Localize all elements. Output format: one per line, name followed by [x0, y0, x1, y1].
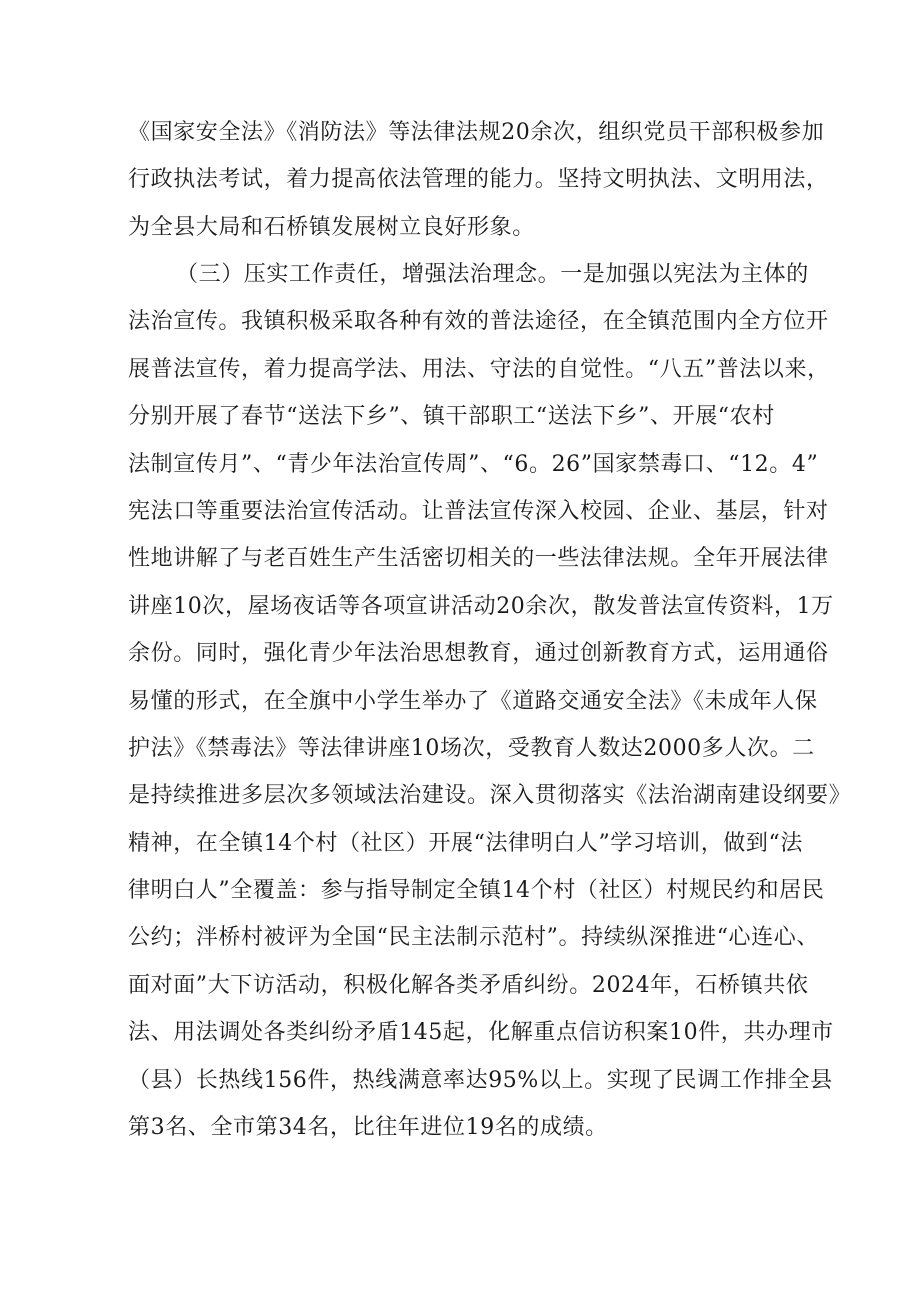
paragraph-line: 讲座10次，屋场夜话等各项宣讲活动20余次，散发普法宣传资料，1万 — [128, 593, 834, 619]
paragraph-line: 护法》《禁毒法》等法律讲座10场次，受教育人数达2000多人次。二 — [128, 735, 815, 761]
paragraph-line: （县）长热线156件，热线满意率达95%以上。实现了民调工作排全县 — [128, 1067, 833, 1093]
paragraph-line: 余份。同时，强化青少年法治思想教育，通过创新教育方式，运用通俗 — [128, 641, 829, 667]
paragraph-line: 法治宣传。我镇积极采取各种有效的普法途径，在全镇范围内全方位开 — [128, 309, 829, 335]
paragraph-line: 法制宣传月”、“青少年法治宣传周”、“6。26”国家禁毒口、“12。4” — [128, 451, 819, 477]
paragraph-line: 法、用法调处各类纠纷矛盾145起，化解重点信访积案10件，共办理市 — [128, 1020, 834, 1046]
paragraph-line: 《国家安全法》《消防法》等法律法规20余次，组织党员干部积极参加 — [128, 120, 825, 145]
paragraph-section-three — [128, 251, 852, 1151]
paragraph-continued — [128, 109, 829, 251]
paragraph-line: 面对面”大下访活动，积极化解各类矛盾纠纷。2024年，石桥镇共依 — [128, 972, 809, 998]
section-heading-line: （三）压实工作责任，增强法治理念。一是加强以宪法为主体的 — [176, 262, 809, 287]
paragraph-line: 分别开展了春节“送法下乡”、镇干部职工“送法下乡”、开展“农村 — [128, 404, 775, 430]
paragraph-line: 第3名、全市第34名，比往年进位19名的成绩。 — [128, 1115, 608, 1141]
paragraph-line: 展普法宣传，着力提高学法、用法、守法的自觉性。“八五”普法以来， — [128, 356, 830, 382]
paragraph-line: 公约；泮桥村被评为全国“民主法制示范村”。持续纵深推进“心连心、 — [128, 925, 819, 951]
paragraph-line: 精神，在全镇14个村（社区）开展“法律明白人”学习培训，做到“法 — [128, 830, 803, 856]
paragraph-line: 易懂的形式，在全旗中小学生举办了《道路交通安全法》《未成年人保 — [128, 688, 818, 714]
paragraph-line: 行政执法考试，着力提高依法管理的能力。坚持文明执法、文明用法， — [128, 167, 829, 193]
paragraph-line: 是持续推进多层次多领域法治建设。深入贯彻落实《法治湖南建设纲要》 — [128, 783, 852, 809]
paragraph-line: 为全县大局和石桥镇发展树立良好形象。 — [128, 214, 535, 240]
paragraph-line: 律明白人”全覆盖：参与指导制定全镇14个村（社区）村规民约和居民 — [128, 878, 825, 904]
paragraph-line: 宪法口等重要法治宣传活动。让普法宣传深入校园、企业、基层，针对 — [128, 498, 829, 524]
paragraph-line: 性地讲解了与老百姓生产生活密切相关的一些法律法规。全年开展法律 — [128, 546, 829, 572]
